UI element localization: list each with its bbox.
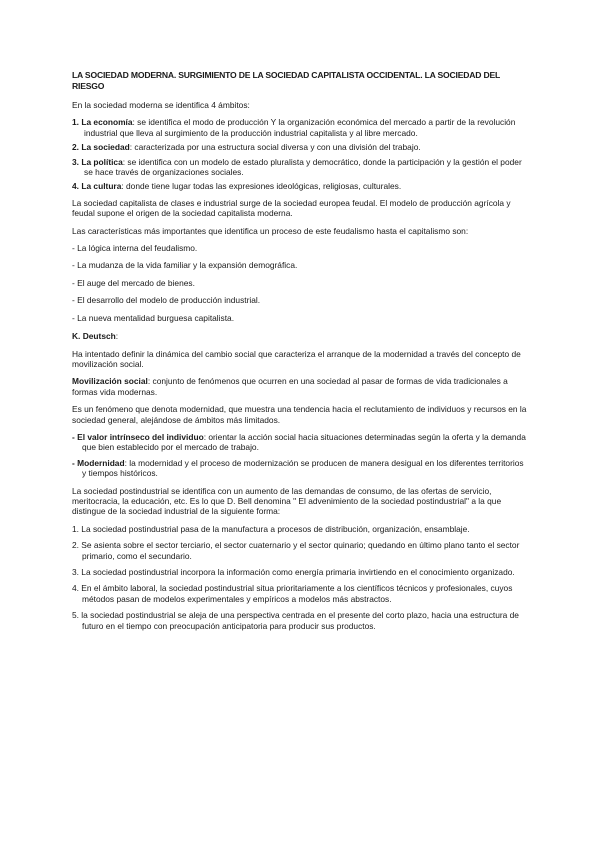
caracteristicas-paragraph: Las características más importantes que identifica un proceso de este feudalismo hasta el capitalismo son:	[72, 225, 469, 236]
movilizacion-text: : conjunto de fenómenos que ocurren en una sociedad al pasar de formas de vida tradicionales a formas vida modernas.	[72, 376, 508, 397]
list-item: 3. La sociedad postindustrial incorpora la información como energía primaria invirtiendo en el conocimiento organizado.	[72, 567, 515, 577]
item-term: La cultura	[81, 181, 122, 192]
item-term: Modernidad	[77, 457, 125, 468]
list-item: - El auge del mercado de bienes.	[72, 277, 195, 288]
list-item: - La nueva mentalidad burguesa capitalista.	[72, 312, 235, 323]
item-number: 3.	[72, 156, 79, 167]
list-item: 5. la sociedad postindustrial se aleja de una perspectiva centrada en el presente del corto plazo, hacia una estructura de futuro en el tiempo con preocupación anticipatoria para producir sus productos.	[72, 610, 519, 631]
item-text: : la modernidad y el proceso de modernización se producen de manera desigual en los diferentes territorios y tiempos históricos.	[82, 457, 524, 479]
list-item	[72, 157, 527, 178]
item-text: : orientar la acción social hacia situaciones determinadas según la oferta y la demanda que bien establecido por el mercado de trabajo.	[82, 431, 526, 453]
item-text: : se identifica el modo de producción Y la organización económica del mercado a partir de la revolución industrial que lleva al surgimiento de la producción industrial capitalista y al libre mercado.	[84, 117, 516, 138]
list-item: 2. Se asienta sobre el sector terciario, el sector cuaternario y el sector quinario; quedando en último plano tanto el sector primario, como el secundario.	[72, 540, 520, 561]
postindustrial-paragraph: La sociedad postindustrial se identifica con un aumento de las demandas de consumo, de las ofertas de servicio, meritocracia, la educación, etc. Es lo que D. Bell denomina " El advenimiento de la sociedad postindustrial" a la que distingue de la sociedad industrial de la siguiente forma:	[72, 485, 502, 517]
capitalista-paragraph: La sociedad capitalista de clases e industrial surge de la sociedad europea feudal. El modelo de producción agrícola y feudal supone el origen de la sociedad capitalista moderna.	[72, 197, 511, 219]
heading-colon: :	[115, 331, 119, 342]
item-number: 1.	[72, 117, 79, 128]
list-item: 4. En el ámbito laboral, la sociedad postindustrial situa prioritariamente a los científicos técnicos y profesionales, cuyos métodos pasan de modelos experimentales y empíricos a modelos más abstractos.	[72, 583, 513, 604]
list-item	[72, 432, 527, 453]
deutsch-paragraph: Ha intentado definir la dinámica del cambio social que caracteriza el arranque de la modernidad a través del concepto de movilización social.	[72, 348, 521, 369]
item-dash: -	[72, 431, 78, 442]
item-term: La economía	[81, 117, 133, 128]
caracteristicas-list	[72, 243, 527, 323]
list-item	[72, 117, 527, 138]
heading-text: K. Deutsch	[72, 331, 116, 342]
list-item	[72, 458, 527, 479]
item-text: : se identifica con un modelo de estado pluralista y democrático, donde la participación y la gestión el poder se hace través de organizaciones sociales.	[84, 156, 522, 178]
item-term: La sociedad	[81, 142, 130, 153]
list-item: - El desarrollo del modelo de producción industrial.	[72, 295, 261, 306]
intro-paragraph: En la sociedad moderna se identifica 4 ámbitos:	[72, 100, 250, 110]
movilizacion-term: Movilización social	[72, 376, 148, 387]
ambitos-list	[72, 117, 527, 191]
fenomeno-paragraph: Es un fenómeno que denota modernidad, que muestra una tendencia hacia el reclutamiento de individuos y recursos en la sociedad general, alejándose de ámbitos más limitados.	[72, 404, 527, 425]
item-number: 4.	[72, 181, 79, 192]
movilizacion-paragraph	[72, 376, 527, 397]
item-text: : donde tiene lugar todas las expresiones ideológicas, religiosas, culturales.	[121, 181, 402, 192]
postindustrial-list	[72, 524, 527, 631]
list-item: - La lógica interna del feudalismo.	[72, 243, 198, 254]
item-text: : caracterizada por una estructura social diversa y con una división del trabajo.	[129, 142, 421, 153]
page-title: LA SOCIEDAD MODERNA. SURGIMIENTO DE LA SOCIEDAD CAPITALISTA OCCIDENTAL. LA SOCIEDAD DEL RIESGO	[72, 70, 500, 91]
list-item	[72, 181, 527, 191]
definiciones-list	[72, 432, 527, 479]
item-term: La política	[81, 156, 123, 167]
item-term: El valor intrínseco del individuo	[77, 431, 204, 442]
list-item	[72, 142, 527, 152]
list-item: 1. La sociedad postindustrial pasa de la manufactura a procesos de distribución, organización, ensamblaje.	[72, 523, 470, 534]
deutsch-heading	[72, 331, 527, 341]
item-dash: -	[72, 457, 78, 468]
list-item: - La mudanza de la vida familiar y la expansión demográfica.	[72, 260, 298, 271]
item-number: 2.	[72, 142, 79, 153]
